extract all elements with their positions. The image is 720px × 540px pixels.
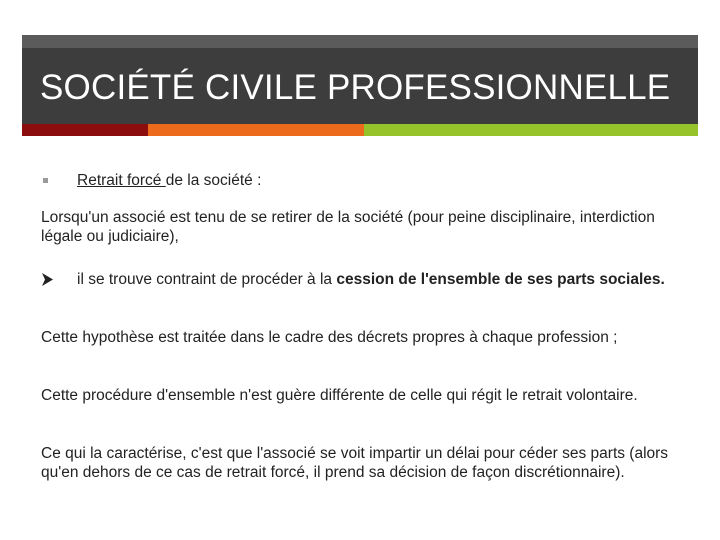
paragraph-1: Lorsqu'un associé est tenu de se retirer de la société (pour peine disciplinaire, interdiction légale ou judiciaire), (41, 209, 655, 245)
arrow-item-text (77, 270, 697, 289)
slide-title: SOCIÉTÉ CIVILE PROFESSIONNELLE (40, 68, 671, 107)
arrow-bullet-icon (41, 270, 55, 289)
heading-underlined: Retrait forcé (77, 172, 166, 189)
paragraph-3: Cette procédure d'ensemble n'est guère différente de celle qui régit le retrait volontaire. (41, 387, 638, 404)
arrow-item-bold: cession de l'ensemble de ses parts sociales. (336, 271, 665, 288)
paragraph-4: Ce qui la caractérise, c'est que l'associé se voit impartir un délai pour céder ses parts (alors qu'en dehors de ce cas de retrait forcé, il prend sa décision de façon discrétionnaire). (41, 445, 669, 481)
arrow-item-prefix: il se trouve contraint de procéder à la (77, 271, 337, 288)
section-heading (77, 172, 261, 190)
paragraph-2: Cette hypothèse est traitée dans le cadre des décrets propres à chaque profession ; (41, 329, 618, 346)
square-bullet-icon (43, 178, 48, 183)
heading-rest: de la société : (165, 172, 262, 189)
